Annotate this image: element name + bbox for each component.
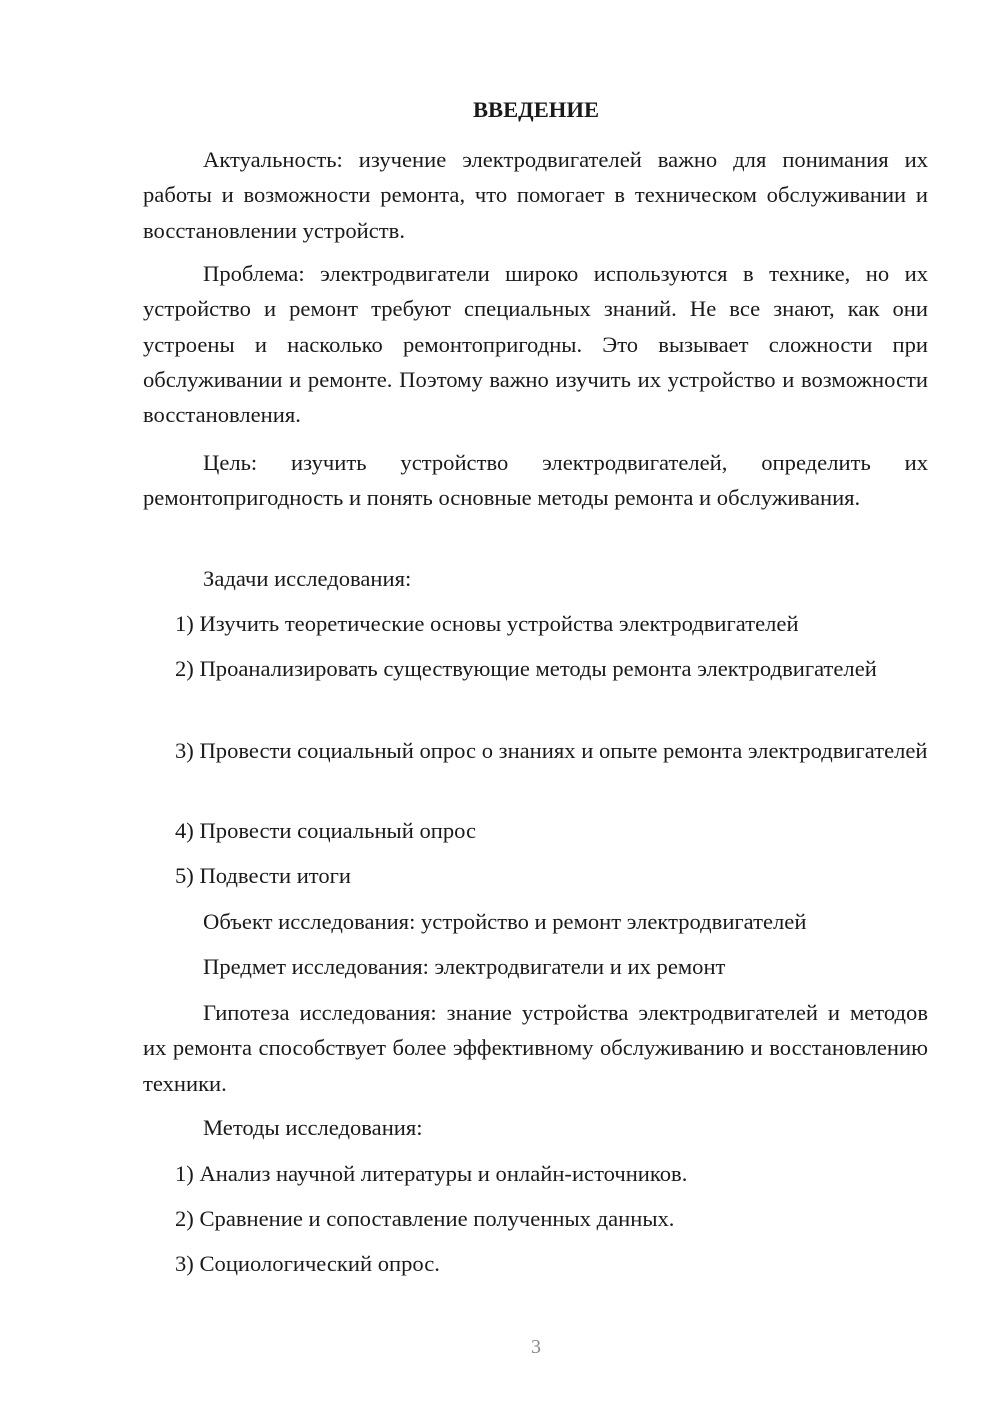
- method-item-3: 3) Социологический опрос.: [175, 1251, 440, 1276]
- subject-paragraph: Предмет исследования: электродвигатели и их ремонт: [203, 954, 726, 979]
- goal-paragraph: Цель: изучить устройство электродвигателей, определить их ремонтопригодность и понять основные методы ремонта и обслуживания.: [143, 450, 928, 511]
- object-paragraph: Объект исследования: устройство и ремонт электродвигателей: [203, 909, 807, 934]
- task-item-1: 1) Изучить теоретические основы устройства электродвигателей: [175, 611, 799, 636]
- relevance-paragraph: Актуальность: изучение электродвигателей важно для понимания их работы и возможности ремонта, что помогает в техническом обслуживании и восстановлении устройств.: [143, 147, 928, 243]
- tasks-heading: Задачи исследования:: [203, 566, 412, 591]
- problem-paragraph: Проблема: электродвигатели широко используются в технике, но их устройство и ремонт требуют специальных знаний. Не все знают, как они устроены и насколько ремонтопригодны. Это вызывает сложности при обслуживании и ремонте. Поэтому важно изучить их устройство и возможности восстановления.: [143, 261, 928, 428]
- page-title: ВВЕДЕНИЕ: [472, 97, 600, 122]
- task-item-2: 2) Проанализировать существующие методы ремонта электродвигателей: [175, 656, 877, 681]
- task-item-4: 4) Провести социальный опрос: [175, 818, 477, 843]
- hypothesis-paragraph: Гипотеза исследования: знание устройства электродвигателей и методов их ремонта способствует более эффективному обслуживанию и восстановлению техники.: [143, 1000, 928, 1096]
- method-item-2: 2) Сравнение и сопоставление полученных данных.: [175, 1206, 675, 1231]
- task-item-3: 3) Провести социальный опрос о знаниях и опыте ремонта электродвигателей: [175, 738, 928, 763]
- page-number: 3: [531, 1336, 541, 1358]
- task-item-5: 5) Подвести итоги: [175, 863, 352, 888]
- method-item-1: 1) Анализ научной литературы и онлайн-источников.: [175, 1161, 688, 1186]
- methods-heading: Методы исследования:: [203, 1115, 423, 1140]
